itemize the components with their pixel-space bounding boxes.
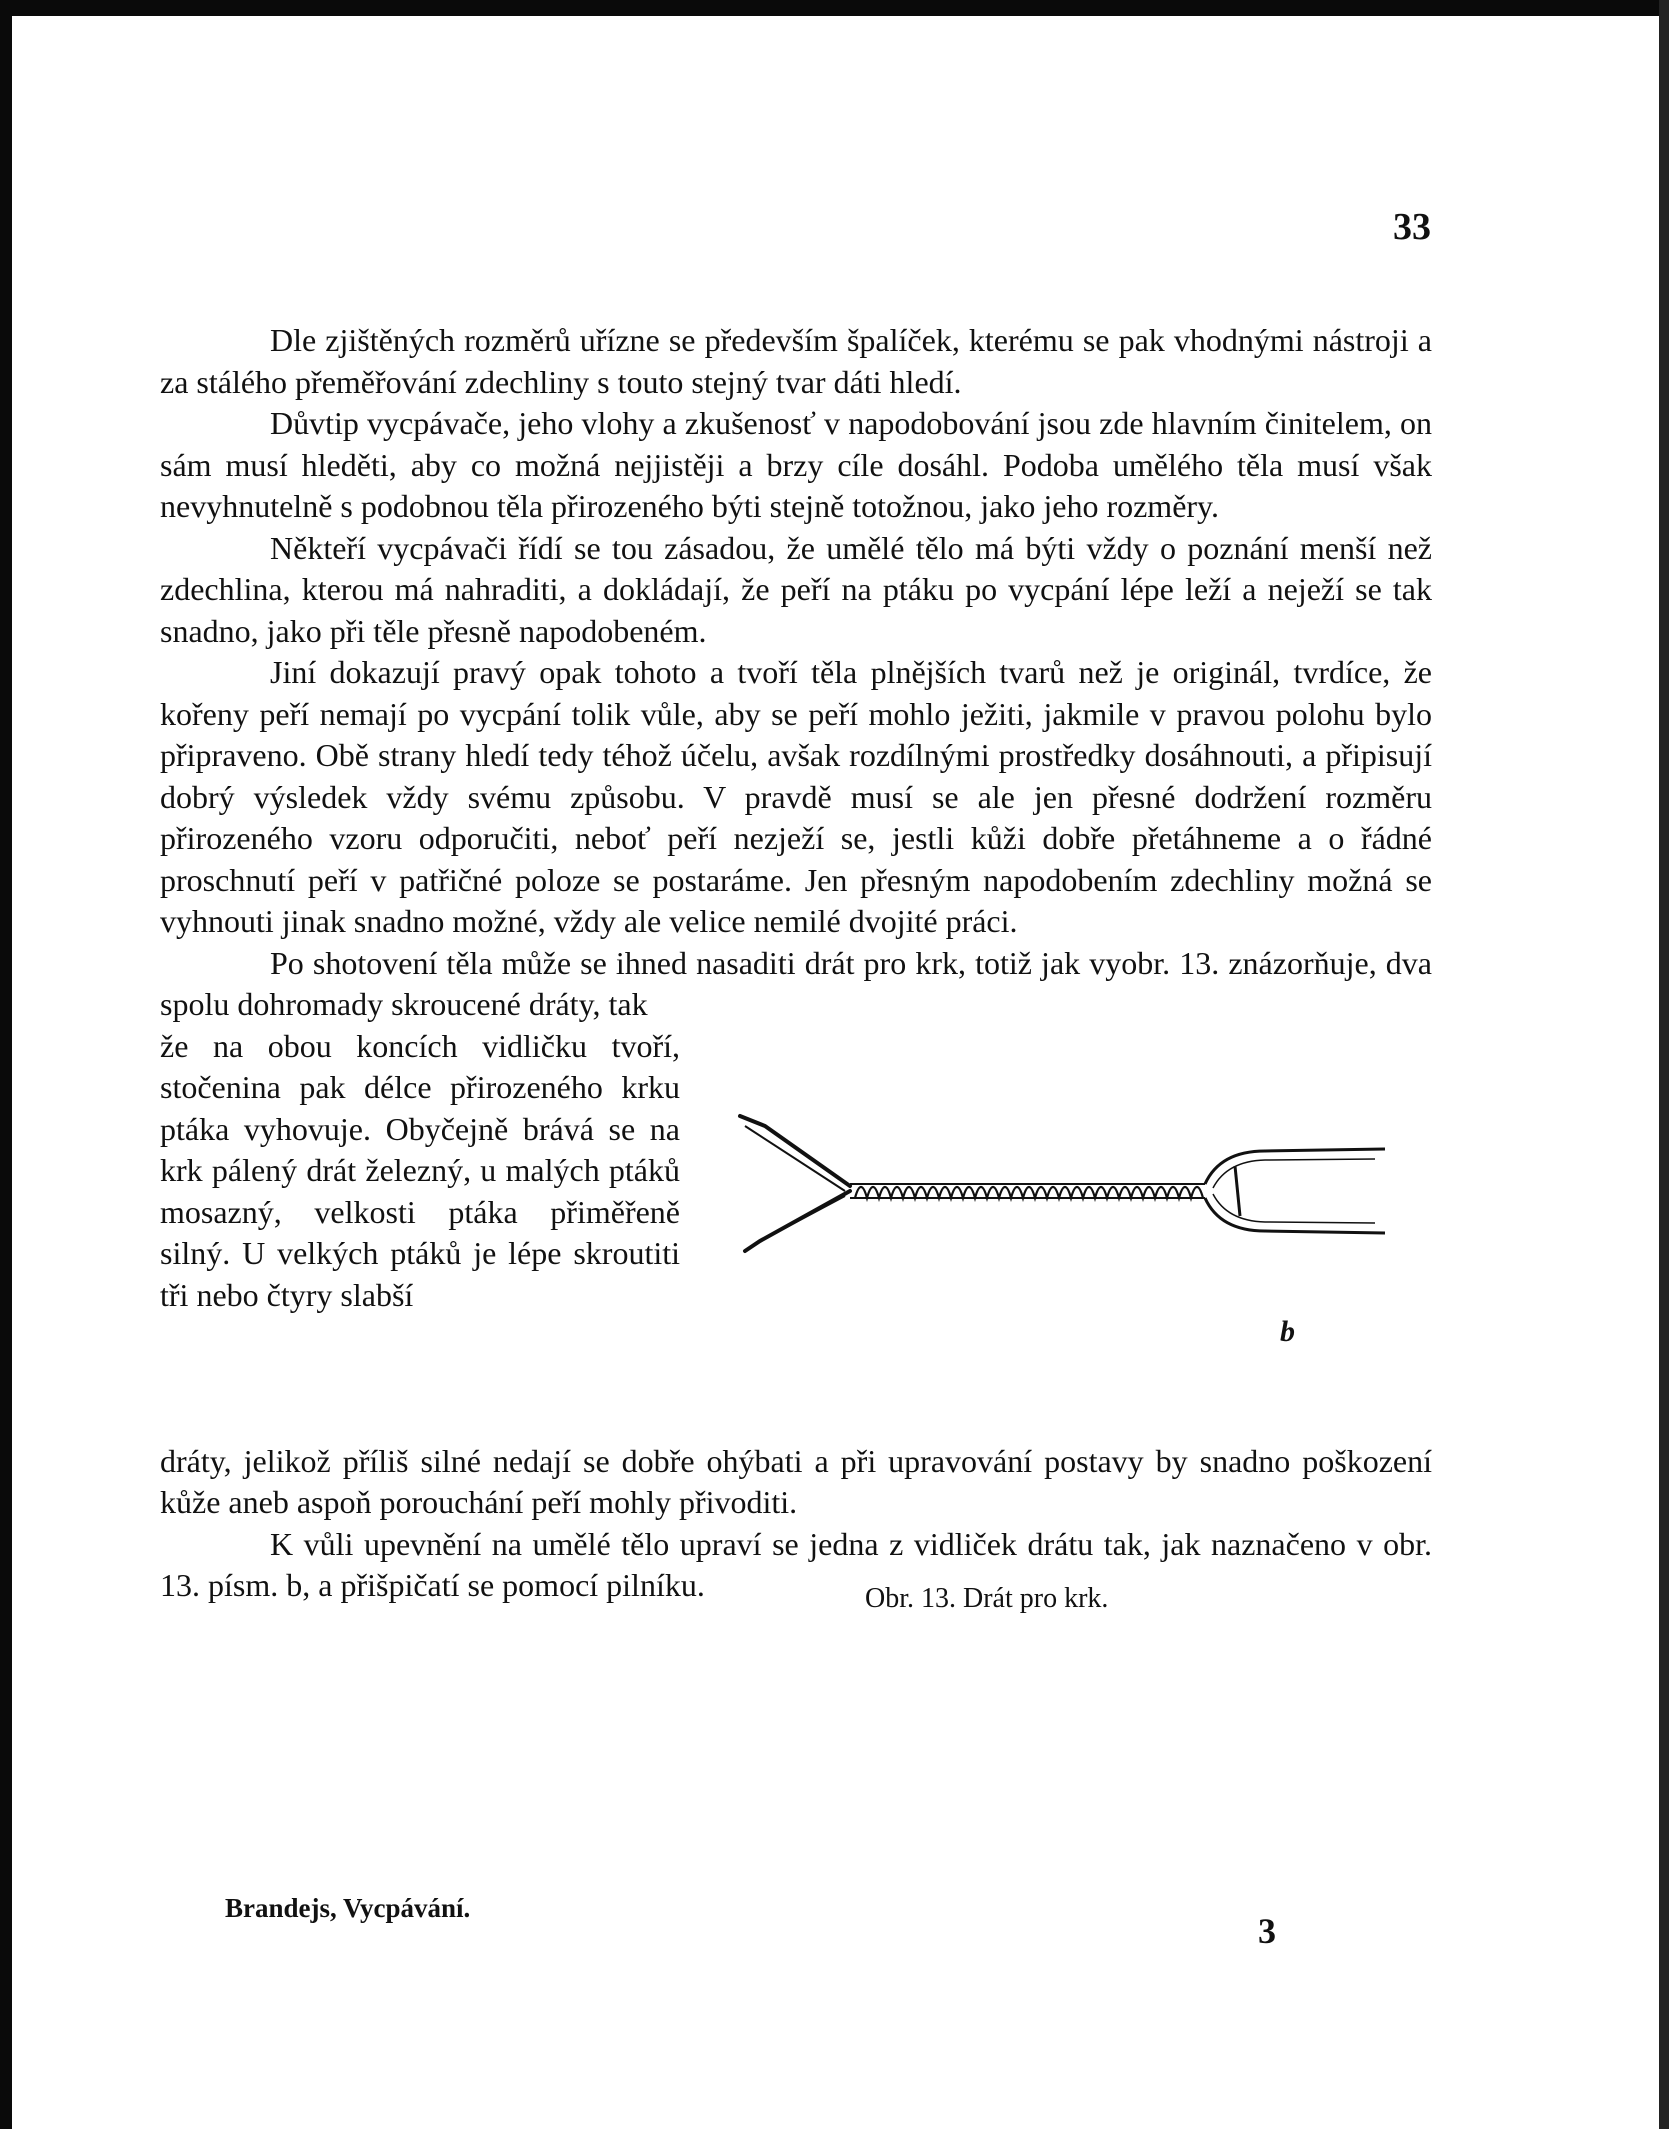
figure-label-b: b [1280,1315,1295,1348]
footer-sheet-number: 3 [1258,1911,1276,1951]
paragraph-4: Jiní dokazují pravý opak tohoto a tvoří těla plnějších tvarů než je originál, tvrdíce, že kořeny peří nemají po vycpání tolik vůle, aby se peří mohlo ježiti, jakmile v pravou polohu bylo připraveno. Obě strany hledí tedy téhož účelu, avšak rozdílnými prostředky dosáhnouti, a připisují dobrý výsledek vždy svému způsobu. V pravdě musí se ale jen přesné dodržení rozměru přirozeného vzoru odporučiti, neboť peří nezježí se, jestli kůži dobře přetáhneme a o řádné proschnutí peří v patřičné poloze se postaráme. Jen přesným napodobením zdechliny možná se vyhnouti jinak snadno možné, vždy ale velice nemilé dvojité práci. [160,654,1432,939]
neck-wire-figure [735,1026,1435,1441]
paragraph-5-wrap: že na obou koncích vidličku tvoří, stočenina pak délce přirozeného krku ptáka vyhovuje. Obyčejně brává se na krk pálený drát železný, u malých ptáků mosazný, velkosti ptáka přiměřeně silný. U velkých ptáků je lépe skroutiti tři nebo čtyry slabší [160,1027,680,1313]
page-number: 33 [1393,206,1431,248]
scan-border-right [1659,0,1669,2129]
paragraph-3: Někteří vycpávači řídí se tou zásadou, že umělé tělo má býti vždy o poznání menší než zdechlina, kterou má nahraditi, a dokládají, že peří na ptáku po vycpání lépe leží a neježí se tak snadno, jako při těle přesně napodobeném. [160,529,1432,649]
figure-wrap-block [160,1026,1432,1441]
paragraph-1: Dle zjištěných rozměrů uřízne se především špalíček, kterému se pak vhodnými nástroji a za stálého přeměřování zdechliny s touto stejný tvar dáti hledí. [160,322,1432,400]
paragraph-5-end: dráty, jelikož příliš silné nedají se dobře ohýbati a při upravování postavy by snadno poškození kůže aneb aspoň porouchání peří mohly přivoditi. [160,1442,1432,1520]
paragraph-2: Důvtip vycpávače, jeho vlohy a zkušenosť v napodobování jsou zde hlavním činitelem, on sám musí hleděti, aby co možná nejjistěji a brzy cíle dosáhl. Podoba umělého těla musí však nevyhnutelně s podobnou těla přirozeného býti stejně totožnou, jako jeho rozměry. [160,405,1432,524]
scan-border-left [0,0,12,2129]
scan-border-top [0,0,1669,16]
paragraph-6: K vůli upevnění na umělé tělo upraví se jedna z vidliček drátu tak, jak naznačeno v obr. 13. písm. b, a přišpičatí se pomocí pilníku. [160,1525,1432,1603]
body-text [160,320,1432,1607]
figure-caption: Obr. 13. Drát pro krk. [865,1583,1109,1614]
paragraph-5-start: Po shotovení těla může se ihned nasaditi drát pro krk, totiž jak vyobr. 13. znázorňuje, dva spolu dohromady skroucené dráty, tak [160,944,1432,1022]
footer-signature: Brandejs, Vycpávání. [225,1893,471,1923]
neck-wire-illustration [735,1026,1435,1276]
